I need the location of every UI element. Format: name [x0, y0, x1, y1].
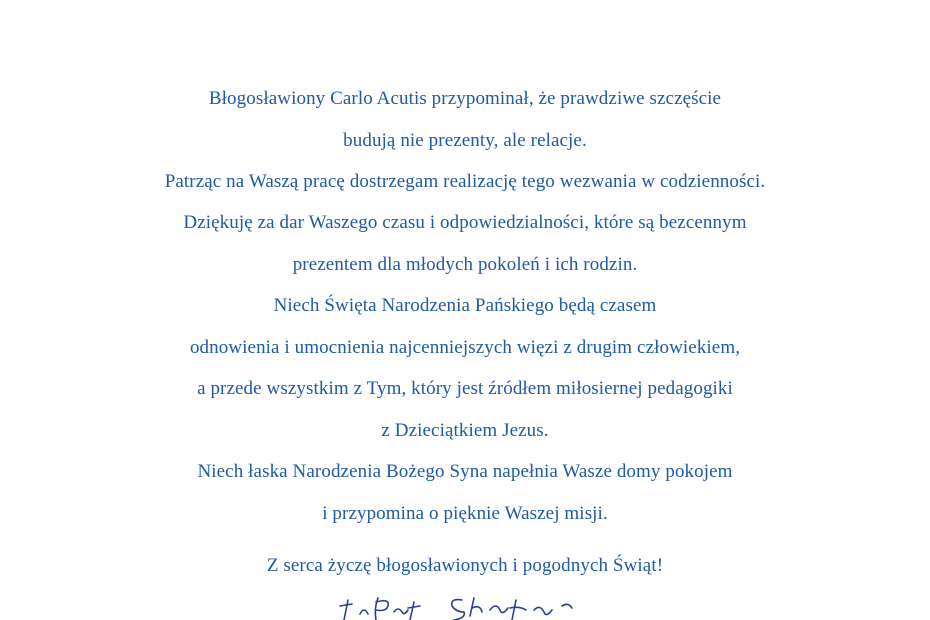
letter-line-11: i przypomina o pięknie Waszej misji.	[322, 503, 608, 524]
letter-line-9: z Dzieciątkiem Jezus.	[381, 420, 549, 441]
letter-line-2: budują nie prezenty, ale relacje.	[343, 130, 587, 151]
letter-line-5: prezentem dla młodych pokoleń i ich rodzin.	[292, 254, 638, 275]
letter-line-6: Niech Święta Narodzenia Pańskiego będą czasem	[273, 295, 657, 316]
letter-line-10: Niech łaska Narodzenia Bożego Syna napełnia Wasze domy pokojem	[197, 461, 733, 482]
letter-line-8: a przede wszystkim z Tym, który jest źródłem miłosiernej pedagogiki	[197, 378, 733, 399]
letter-line-12: Z serca życzę błogosławionych i pogodnych Świąt!	[266, 555, 664, 576]
letter-line-1: Błogosławiony Carlo Acutis przypominał, że prawdziwe szczęście	[208, 88, 722, 109]
handwritten-signature	[330, 592, 630, 620]
letter-line-3: Patrząc na Waszą pracę dostrzegam realizację tego wezwania w codzienności.	[164, 171, 766, 192]
letter-line-7: odnowienia i umocnienia najcenniejszych więzi z drugim człowiekiem,	[189, 337, 741, 358]
letter-line-4: Dziękuję za dar Waszego czasu i odpowiedzialności, które są bezcennym	[183, 212, 747, 233]
